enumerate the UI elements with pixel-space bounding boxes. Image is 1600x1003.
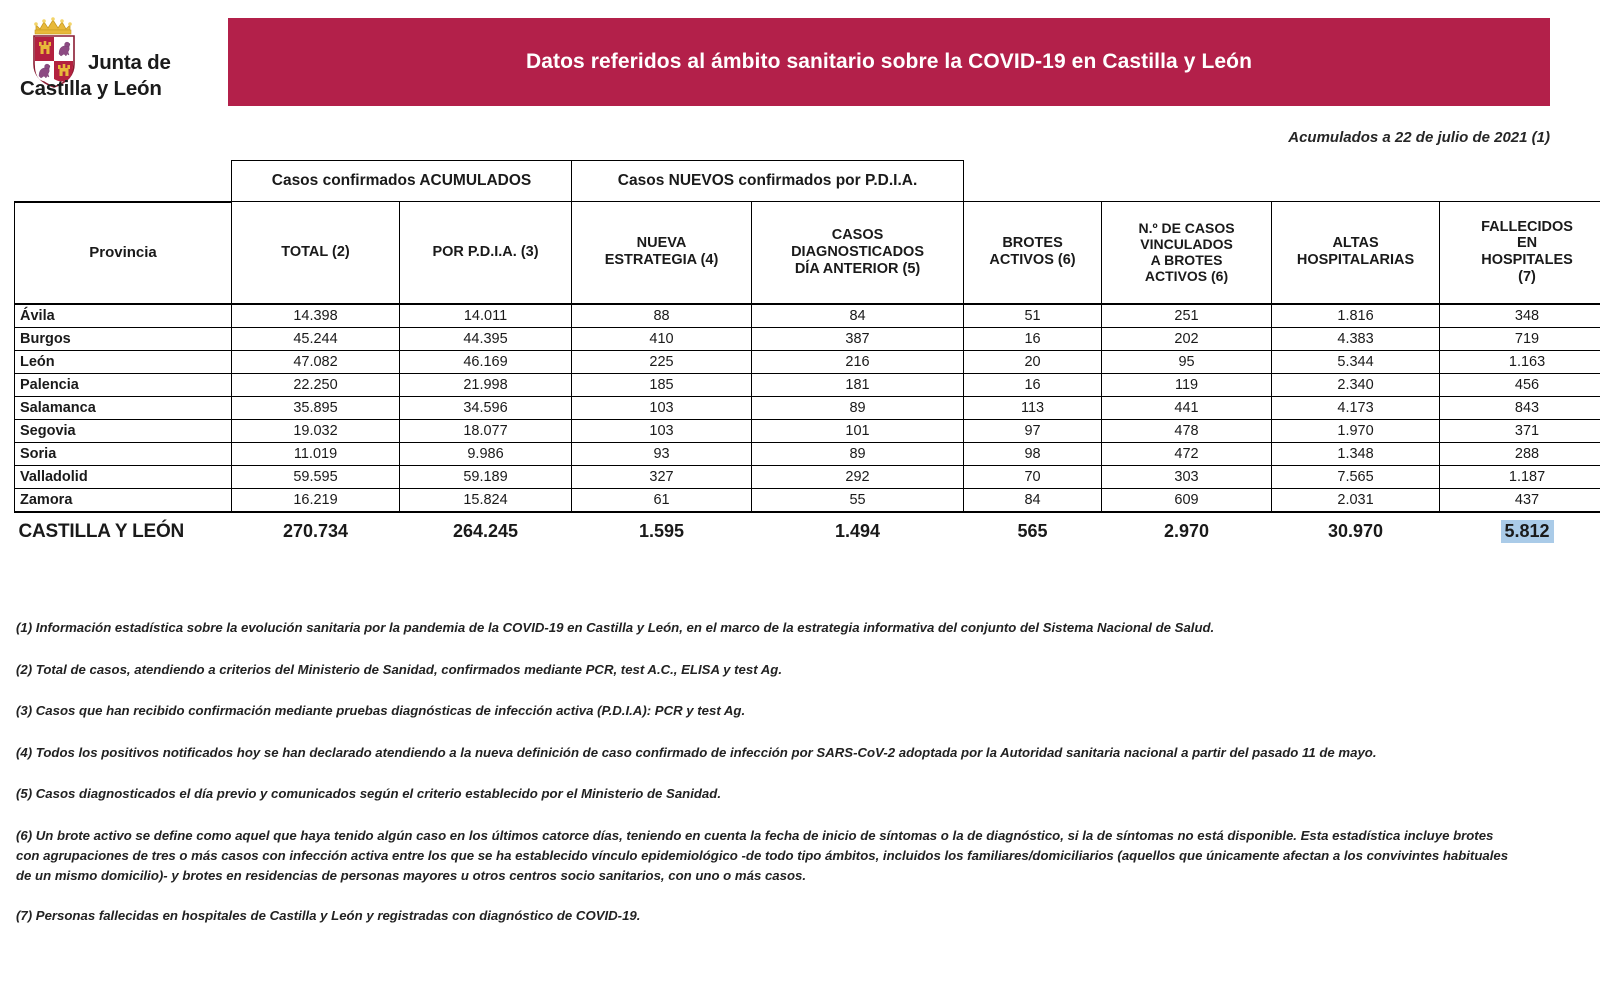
group-header-acumulados: Casos confirmados ACUMULADOS [232,161,572,202]
total-vinculados: 2.970 [1164,521,1210,541]
junta-logo-text [20,50,218,100]
column-header-brotes-activos-l2: ACTIVOS (6) [989,252,1076,269]
cell-total: 19.032 [232,419,400,442]
column-header-nueva-estrategia-l2: ESTRATEGIA (4) [604,252,719,269]
cell-vinculados: 609 [1102,488,1272,512]
cell-por-pdia: 59.189 [400,465,572,488]
junta-logo [18,14,218,110]
cell-por-pdia: 18.077 [400,419,572,442]
table-row [15,442,1600,465]
group-header-nuevos: Casos NUEVOS confirmados por P.D.I.A. [572,161,964,202]
page-title: Datos referidos al ámbito sanitario sobre la COVID-19 en Castilla y León [525,50,1253,73]
cell-dia-anterior: 89 [752,442,964,465]
column-header-fallecidos-l3: HOSPITALES [1481,252,1573,269]
cell-nueva: 410 [572,327,752,350]
footnote-6-line3: de un mismo domicilio)- y brotes en residencias de personas mayores u otros centros socio sanitarios, con uno o más casos. [16,867,807,883]
cell-fallecidos: 843 [1440,396,1600,419]
cell-dia-anterior: 55 [752,488,964,512]
cell-altas: 5.344 [1272,350,1440,373]
table-row [15,373,1600,396]
cell-altas: 2.340 [1272,373,1440,396]
cell-total: 45.244 [232,327,400,350]
group-header-spacer [15,161,232,202]
table-row [15,350,1600,373]
table-row [15,465,1600,488]
footnotes-block [16,618,1556,947]
title-banner [228,18,1550,106]
total-fallecidos-highlight: 5.812 [1501,520,1554,543]
total-altas: 30.970 [1328,521,1384,541]
cell-fallecidos: 1.163 [1440,350,1600,373]
cell-provincia: Soria [15,442,232,465]
cell-dia-anterior: 216 [752,350,964,373]
cell-fallecidos: 719 [1440,327,1600,350]
cell-altas: 2.031 [1272,488,1440,512]
column-header-vinculados-l2: VINCULADOS [1140,236,1233,253]
total-dia-anterior: 1.494 [835,521,881,541]
cell-altas: 1.816 [1272,304,1440,328]
column-header-fallecidos-l2: EN [1516,235,1538,252]
cell-dia-anterior: 181 [752,373,964,396]
table-column-header-row [15,202,1600,304]
column-header-total: TOTAL (2) [232,202,400,304]
cell-provincia: Salamanca [15,396,232,419]
cell-altas: 1.348 [1272,442,1440,465]
table-row [15,396,1600,419]
cell-dia-anterior: 292 [752,465,964,488]
cell-fallecidos: 456 [1440,373,1600,396]
cell-nueva: 225 [572,350,752,373]
column-header-brotes-activos [964,202,1102,304]
cell-total: 14.398 [232,304,400,328]
column-header-casos-dia-anterior-l1: CASOS [831,227,884,244]
cell-brotes: 98 [964,442,1102,465]
cell-total: 59.595 [232,465,400,488]
cell-por-pdia: 44.395 [400,327,572,350]
cell-nueva: 103 [572,396,752,419]
footnote-5: (5) Casos diagnosticados el día previo y comunicados según el criterio establecido por el Ministerio de Sanidad. [16,786,721,802]
cell-nueva: 88 [572,304,752,328]
column-header-vinculados-l3: A BROTES [1150,252,1223,269]
cell-provincia: León [15,350,232,373]
cell-vinculados: 441 [1102,396,1272,419]
cell-brotes: 84 [964,488,1102,512]
footnote-4: (4) Todos los positivos notificados hoy se han declarado atendiendo a la nueva definición de caso confirmado de infección por SARS-CoV-2 adoptada por la Autoridad sanitaria nacional a partir del pasado 11 de mayo. [16,744,1377,760]
column-header-casos-dia-anterior-l2: DIAGNOSTICADOS [791,243,924,260]
cell-nueva: 327 [572,465,752,488]
column-header-casos-dia-anterior-l3: DÍA ANTERIOR (5) [794,260,921,277]
footnote-6-line2: con agrupaciones de tres o más casos con infección activa entre los que se ha establecido vínculo epidemiológico -de todo tipo ámbitos, incluidos los familiares/domiciliarios (aquellos que únicamente afectan a los convivintes habituales [16,847,1509,863]
cell-brotes: 16 [964,327,1102,350]
cell-vinculados: 472 [1102,442,1272,465]
cell-vinculados: 202 [1102,327,1272,350]
column-header-altas [1272,202,1440,304]
table-total-row [15,512,1600,549]
junta-logo-line2: Castilla y León [20,77,162,100]
total-fallecidos [1440,512,1600,549]
cell-provincia: Palencia [15,373,232,396]
footnote-1: (1) Información estadística sobre la evolución sanitaria por la pandemia de la COVID-19 en Castilla y León, en el marco de la estrategia informativa del conjunto del Sistema Nacional de Salud. [16,620,1215,635]
cell-por-pdia: 15.824 [400,488,572,512]
cell-por-pdia: 14.011 [400,304,572,328]
cell-brotes: 97 [964,419,1102,442]
cell-total: 22.250 [232,373,400,396]
table-group-header-row [15,161,1600,202]
table-row [15,419,1600,442]
column-header-por-pdia: POR P.D.I.A. (3) [400,202,572,304]
footnote-3: (3) Casos que han recibido confirmación mediante pruebas diagnósticas de infección activa (P.D.I.A): PCR y test Ag. [16,703,746,719]
cell-por-pdia: 46.169 [400,350,572,373]
footnote-6-line1: (6) Un brote activo se define como aquel que haya tenido algún caso en los últimos catorce días, teniendo en cuenta la fecha de inicio de síntomas o la de diagnóstico, si la de síntomas no está disponible. Esta estadística incluye brotes [16,827,1494,843]
table-row [15,488,1600,512]
cell-dia-anterior: 387 [752,327,964,350]
total-total: 270.734 [282,521,349,541]
cell-provincia: Zamora [15,488,232,512]
cell-altas: 1.970 [1272,419,1440,442]
column-header-vinculados-l4: ACTIVOS (6) [1144,268,1229,285]
total-brotes: 565 [1017,521,1048,541]
column-header-nueva-estrategia-l1: NUEVA [636,235,687,252]
footnote-6 [16,826,1556,886]
cell-dia-anterior: 89 [752,396,964,419]
cell-brotes: 51 [964,304,1102,328]
cell-por-pdia: 21.998 [400,373,572,396]
cell-vinculados: 478 [1102,419,1272,442]
cell-dia-anterior: 101 [752,419,964,442]
column-header-fallecidos-l4: (7) [1518,269,1536,286]
cell-total: 47.082 [232,350,400,373]
cell-fallecidos: 371 [1440,419,1600,442]
cell-provincia: Burgos [15,327,232,350]
cell-altas: 4.173 [1272,396,1440,419]
cell-fallecidos: 288 [1440,442,1600,465]
junta-logo-line1: Junta de [88,51,171,74]
column-header-casos-dia-anterior [752,202,964,304]
column-header-altas-l2: HOSPITALARIAS [1296,252,1415,269]
column-header-vinculados-l1: N.º DE CASOS [1138,219,1235,236]
table-row [15,304,1600,328]
table-row [15,327,1600,350]
cell-fallecidos: 1.187 [1440,465,1600,488]
cell-vinculados: 95 [1102,350,1272,373]
cell-vinculados: 251 [1102,304,1272,328]
table-footer [15,512,1600,549]
cell-por-pdia: 9.986 [400,442,572,465]
accumulated-date-note: Acumulados a 22 de julio de 2021 (1) [1288,129,1550,146]
cell-total: 16.219 [232,488,400,512]
footnote-2: (2) Total de casos, atendiendo a criterios del Ministerio de Sanidad, confirmados mediante PCR, test A.C., ELISA y test Ag. [16,661,783,677]
cell-nueva: 185 [572,373,752,396]
column-header-vinculados [1102,202,1272,304]
column-header-nueva-estrategia [572,202,752,304]
column-header-provincia: Provincia [15,202,232,304]
total-por-pdia: 264.245 [452,521,519,541]
group-header-spacer-right [964,161,1600,202]
column-header-fallecidos-l1: FALLECIDOS [1481,218,1573,235]
cell-nueva: 61 [572,488,752,512]
cell-total: 35.895 [232,396,400,419]
cell-brotes: 113 [964,396,1102,419]
cell-total: 11.019 [232,442,400,465]
total-nueva: 1.595 [638,521,685,541]
total-label: CASTILLA Y LEÓN [18,520,185,542]
cell-fallecidos: 348 [1440,304,1600,328]
cell-provincia: Ávila [15,304,232,328]
column-header-brotes-activos-l1: BROTES [1002,235,1063,252]
column-header-altas-l1: ALTAS [1332,235,1379,252]
cell-por-pdia: 34.596 [400,396,572,419]
cell-nueva: 93 [572,442,752,465]
footnote-7: (7) Personas fallecidas en hospitales de Castilla y León y registradas con diagnóstico de COVID-19. [16,907,641,923]
covid-data-table [14,160,1600,549]
cell-brotes: 70 [964,465,1102,488]
cell-altas: 7.565 [1272,465,1440,488]
cell-dia-anterior: 84 [752,304,964,328]
cell-fallecidos: 437 [1440,488,1600,512]
cell-provincia: Segovia [15,419,232,442]
cell-nueva: 103 [572,419,752,442]
cell-provincia: Valladolid [15,465,232,488]
table-body [15,304,1600,512]
cell-altas: 4.383 [1272,327,1440,350]
cell-brotes: 16 [964,373,1102,396]
page-header [0,0,1600,118]
cell-brotes: 20 [964,350,1102,373]
covid-data-table-container [14,160,1573,549]
cell-vinculados: 303 [1102,465,1272,488]
cell-vinculados: 119 [1102,373,1272,396]
column-header-fallecidos [1440,202,1600,304]
